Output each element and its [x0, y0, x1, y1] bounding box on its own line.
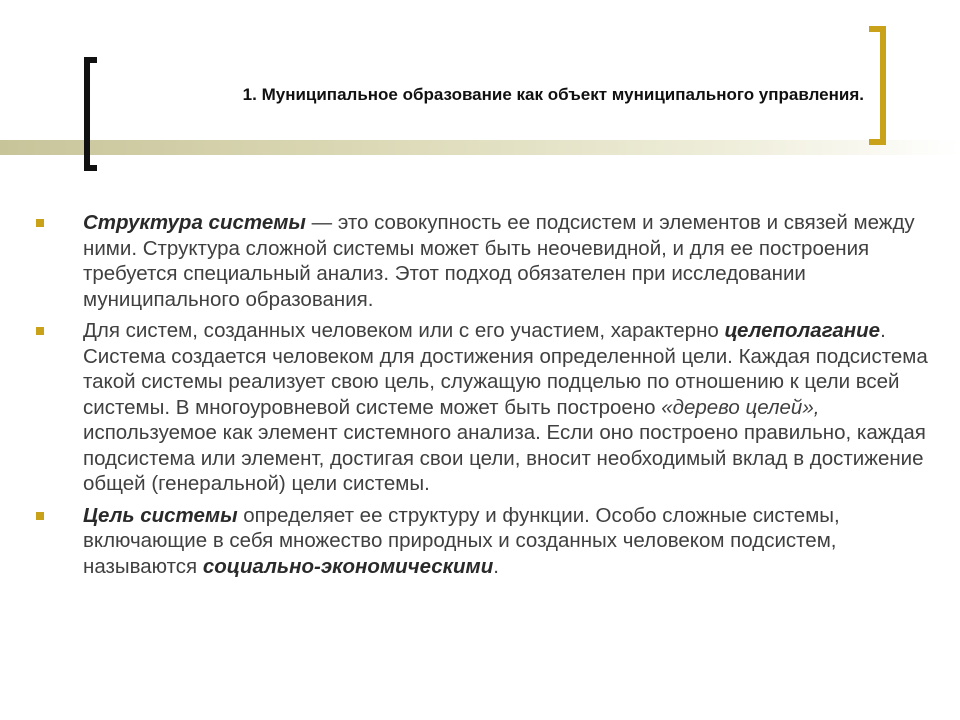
term-bold-italic: целеполагание — [724, 319, 881, 342]
bullet-body: Для систем, созданных человеком или с его участием, характерно — [83, 319, 725, 342]
right-bracket-decoration — [869, 26, 886, 145]
bullet-text — [83, 318, 950, 497]
bullet-list — [36, 210, 950, 585]
slide-title: 1. Муниципальное образование как объект муниципального управления. — [242, 85, 864, 104]
bullet-text — [83, 210, 950, 312]
title-underline-bar — [0, 140, 960, 155]
bullet-body: . Система создается человеком для достижения определенной цели. Каждая подсистема такой системы реализует свою цель, служащую подцелью по отношению к цели всей системы. В многоуровневой системе может быть построено — [83, 319, 928, 419]
italic-phrase: «дерево целей», — [661, 395, 820, 419]
square-bullet-icon — [36, 327, 44, 335]
term-bold-italic: Цель системы — [83, 503, 238, 527]
list-item — [36, 503, 950, 580]
list-item — [36, 210, 950, 312]
left-bracket-decoration — [84, 57, 97, 171]
square-bullet-icon — [36, 512, 44, 520]
bullet-text — [83, 503, 950, 580]
bullet-body: — это совокупность ее подсистем и элементов и связей между ними. Структура сложной системы может быть неочевидной, и для ее построения требуется специальный анализ. Этот подход обязателен при исследовании муниципального образования. — [83, 211, 915, 311]
bullet-body: используемое как элемент системного анализа. Если оно построено правильно, каждая подсистема или элемент, достигая свои цели, вносит необходимый вклад в достижение общей (генеральной) цели системы. — [83, 421, 926, 495]
square-bullet-icon — [36, 219, 44, 227]
term-bold-italic: Структура системы — [83, 211, 306, 234]
bullet-body: . — [493, 554, 499, 578]
bullet-body: определяет ее структуру и функции. Особо сложные системы, включающие в себя множество природных и созданных человеком подсистем, называются — [83, 503, 840, 578]
term-bold-italic: социально-экономическими — [202, 554, 494, 578]
list-item — [36, 318, 950, 497]
